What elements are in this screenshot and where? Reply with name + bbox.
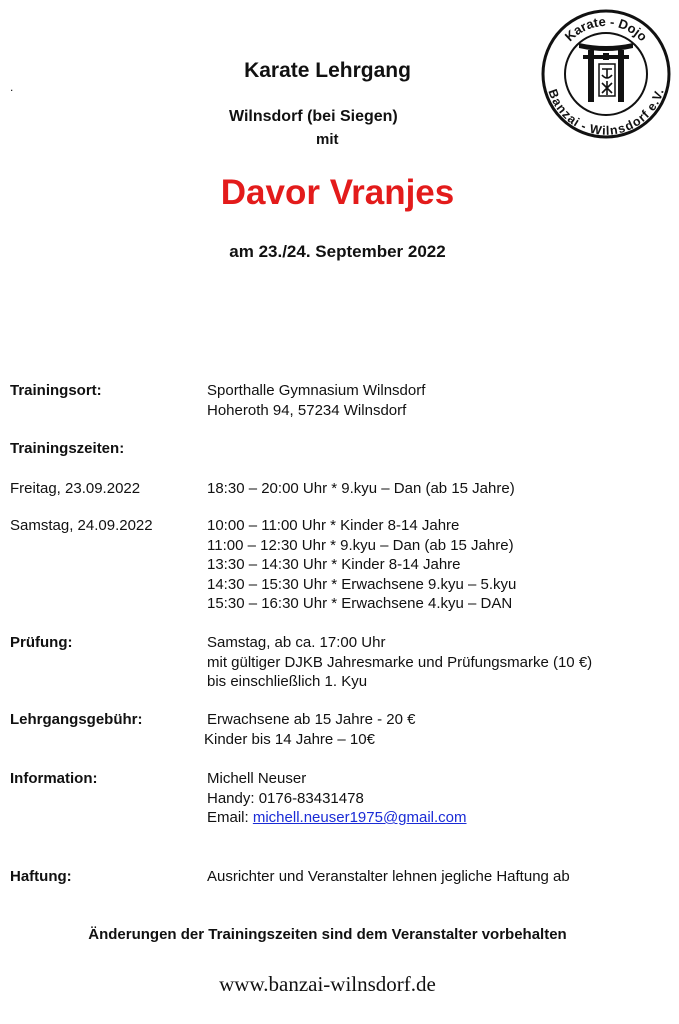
contact-phone: Handy: 0176-83431478: [207, 789, 364, 807]
label-trainingszeiten: Trainingszeiten:: [10, 440, 125, 457]
fee-line: Erwachsene ab 15 Jahre - 20 €: [207, 711, 416, 728]
schedule-line: 15:30 – 16:30 Uhr * Erwachsene 4.kyu – DAN: [207, 595, 513, 612]
schedule-line: 14:30 – 15:30 Uhr * Erwachsene 9.kyu – 5.kyu: [207, 575, 517, 593]
value-haftung: [207, 867, 570, 887]
label-gebuehr: Lehrgangsgebühr:: [10, 711, 143, 728]
stray-dot: .: [10, 80, 14, 94]
logo-bottom-text: Banzai - Wilnsdorf e.V.: [545, 87, 667, 138]
exam-line: bis einschließlich 1. Kyu: [207, 673, 368, 690]
contact-name: Michell Neuser: [207, 770, 307, 787]
value-freitag: [207, 479, 515, 499]
value-pruefung: [207, 633, 592, 692]
page-title: Karate Lehrgang: [244, 59, 411, 82]
website-url: www.banzai-wilnsdorf.de: [219, 972, 436, 996]
label-pruefung: Prüfung:: [10, 634, 73, 651]
with-text: mit: [316, 131, 339, 148]
location-subtitle: Wilnsdorf (bei Siegen): [229, 108, 398, 125]
label-haftung: Haftung:: [10, 868, 72, 885]
value-trainingsort: [207, 381, 425, 420]
contact-email-line: [207, 808, 467, 828]
email-label: Email:: [207, 809, 249, 826]
email-link[interactable]: michell.neuser1975@gmail.com: [252, 809, 467, 826]
logo-top-text: Karate - Dojo: [561, 13, 651, 45]
schedule-line: 13:30 – 14:30 Uhr * Kinder 8-14 Jahre: [207, 556, 461, 573]
venue-address: Hoheroth 94, 57234 Wilnsdorf: [207, 401, 407, 419]
trainer-name: Davor Vranjes: [220, 173, 455, 212]
value-gebuehr: [204, 710, 416, 749]
value-information: [207, 769, 467, 828]
venue-name: Sporthalle Gymnasium Wilnsdorf: [207, 382, 426, 399]
label-samstag: Samstag, 24.09.2022: [10, 517, 153, 534]
change-notice: Änderungen der Trainingszeiten sind dem Veranstalter vorbehalten: [88, 926, 567, 943]
fee-line: Kinder bis 14 Jahre – 10€: [204, 730, 375, 748]
exam-line: Samstag, ab ca. 17:00 Uhr: [207, 634, 386, 651]
schedule-line: 11:00 – 12:30 Uhr * 9.kyu – Dan (ab 15 Jahre): [207, 536, 514, 554]
schedule-line: 10:00 – 11:00 Uhr * Kinder 8-14 Jahre: [207, 517, 460, 534]
event-date: am 23./24. September 2022: [229, 242, 446, 261]
liability-text: Ausrichter und Veranstalter lehnen jegliche Haftung ab: [207, 868, 570, 885]
schedule-line: 18:30 – 20:00 Uhr * 9.kyu – Dan (ab 15 Jahre): [207, 480, 515, 497]
label-freitag: Freitag, 23.09.2022: [10, 480, 141, 497]
label-information: Information:: [10, 770, 98, 787]
value-samstag: [207, 516, 516, 614]
label-trainingsort: Trainingsort:: [10, 382, 102, 399]
dojo-logo: [541, 9, 671, 139]
exam-line: mit gültiger DJKB Jahresmarke und Prüfungsmarke (10 €): [207, 653, 593, 671]
